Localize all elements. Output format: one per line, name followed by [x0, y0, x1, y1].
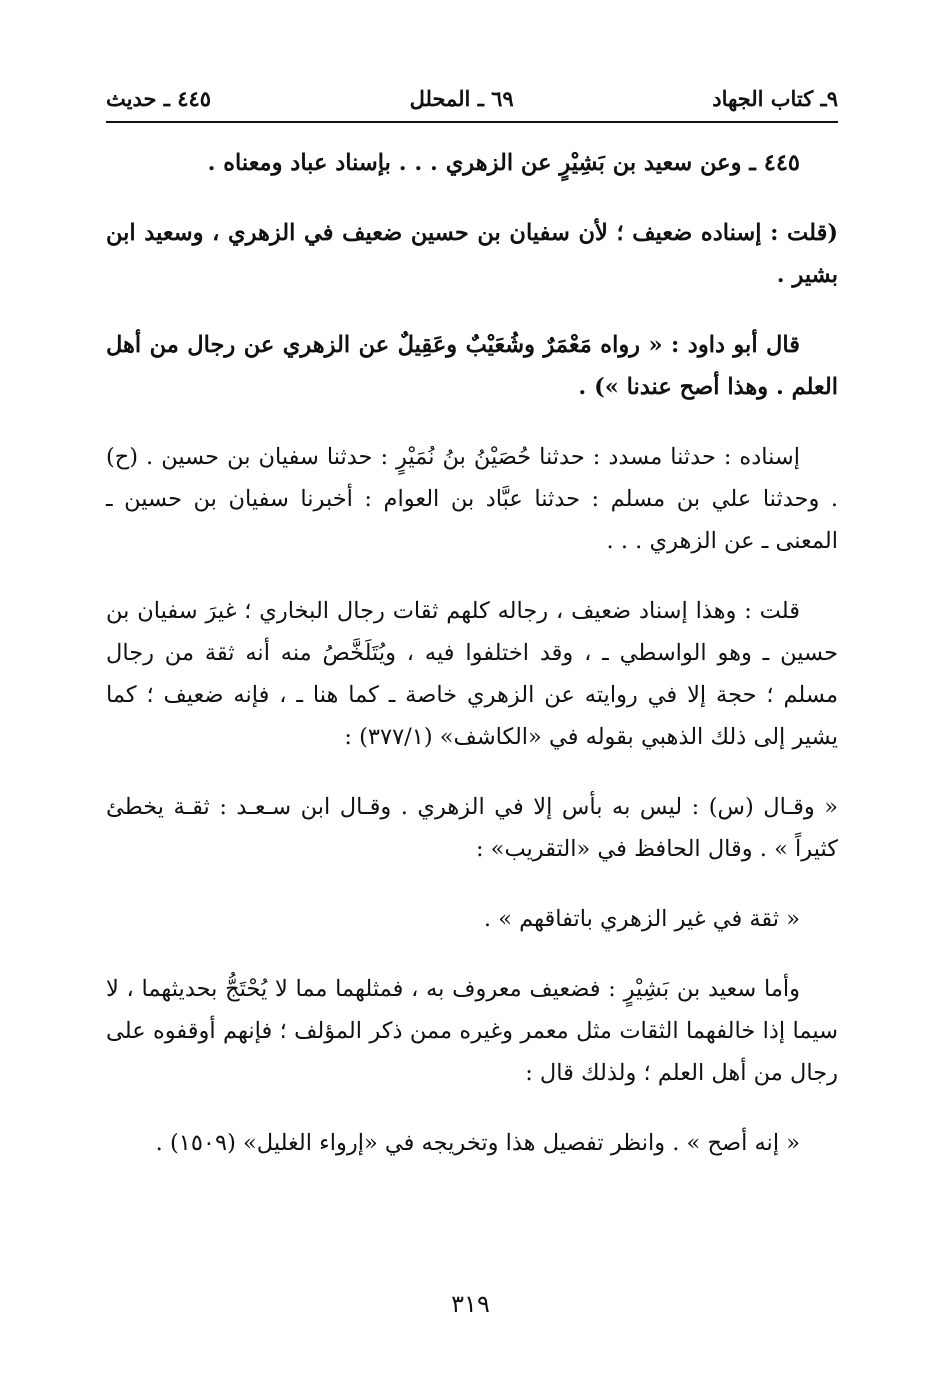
- commentary-paragraph-2: وأما سعيد بن بَشِيْرٍ : فضعيف معروف به ، فمثلهما مما لا يُحْتَجُّ بحديثهما ، لا سيما إذا خالفهما الثقات مثل معمر وغيره ممن ذكر المؤلف ؛ فإنهم أوقفوه على رجال من أهل العلم ؛ ولذلك قال :: [106, 976, 838, 1086]
- quote-taqrib: « ثقة في غير الزهري باتفاقهم » .: [483, 906, 800, 932]
- hadith-text: ٤٤٥ ـ وعن سعيد بن بَشِيْرٍ عن الزهري . . . بإسناد عباد ومعناه .: [207, 150, 800, 176]
- isnad-paragraph: إسناده : حدثنا مسدد : حدثنا حُصَيْنُ بنُ نُمَيْرٍ : حدثنا سفيان بن حسين . (ح) . وحدثنا علي بن مسلم : حدثنا عبَّاد بن العوام : أخبرنا سفيان بن حسين ـ المعنى ـ عن الزهري . . .: [106, 444, 838, 554]
- chapter-title: ٩ـ كتاب الجهاد: [712, 85, 838, 111]
- grading-paragraph: (قلت : إسناده ضعيف ؛ لأن سفيان بن حسين ضعيف في الزهري ، وسعيد ابن بشير .: [106, 220, 838, 288]
- page-number: ٣١٩: [451, 1290, 490, 1318]
- section-title: ٦٩ ـ المحلل: [409, 85, 514, 111]
- quote-irwa: « إنه أصح » . وانظر تفصيل هذا وتخريجه في «إرواء الغليل» (١٥٠٩) .: [155, 1130, 800, 1156]
- header-divider: [106, 121, 838, 123]
- commentary-paragraph: قلت : وهذا إسناد ضعيف ، رجاله كلهم ثقات رجال البخاري ؛ غيرَ سفيان بن حسين ـ وهو الواسطي ـ ، وقد اختلفوا فيه ، ويُتَلَخَّصُ منه أنه ثقة من رجال مسلم ؛ حجة إلا في روايته عن الزهري خاصة ـ كما هنا ـ ، فإنه ضعيف ؛ كما يشير إلى ذلك الذهبي بقوله في «الكاشف» (٣٧٧/١) :: [106, 598, 838, 750]
- running-header: [106, 80, 838, 116]
- abu-dawud-paragraph: قال أبو داود : « رواه مَعْمَرٌ وشُعَيْبٌ وعَقِيلٌ عن الزهري عن رجال من أهل العلم . وهذا أصح عندنا ») .: [106, 332, 838, 400]
- page-body: [106, 142, 838, 1192]
- quote-kashif: « وقـال (س) : ليس به بأس إلا في الزهري . وقـال ابن سـعـد : ثقـة يخطئ كثيراً » . وقال الحافظ في «التقريب» :: [106, 794, 838, 862]
- hadith-number: ٤٤٥ ـ حديث: [106, 85, 212, 111]
